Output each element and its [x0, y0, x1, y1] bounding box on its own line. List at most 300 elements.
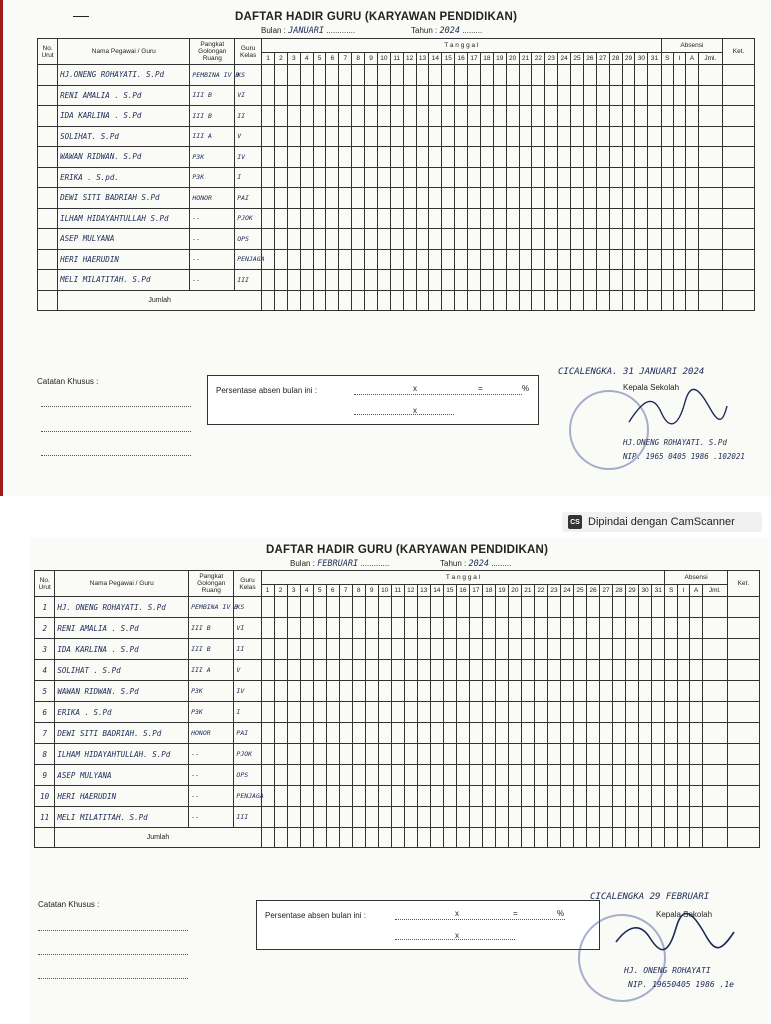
attendance-cell [622, 229, 635, 250]
percentage-box [207, 375, 539, 425]
attendance-cell [274, 126, 287, 147]
attendance-cell [326, 188, 339, 209]
date-header: 14 [429, 53, 442, 65]
total-cell [571, 290, 584, 310]
attendance-cell [480, 126, 493, 147]
attendance-cell [365, 639, 378, 660]
total-cell [390, 290, 403, 310]
attendance-cell [596, 167, 609, 188]
attendance-cell [443, 786, 456, 807]
attendance-cell [534, 702, 547, 723]
attendance-cell [495, 786, 508, 807]
attendance-cell [442, 85, 455, 106]
attendance-cell [287, 65, 300, 86]
absence-cell [723, 208, 755, 229]
attendance-cell [378, 660, 391, 681]
attendance-cell [313, 618, 326, 639]
attendance-cell [639, 639, 652, 660]
attendance-cell [287, 167, 300, 188]
absence-cell [677, 744, 689, 765]
date-header: 25 [571, 53, 584, 65]
attendance-cell [600, 744, 613, 765]
attendance-cell [482, 744, 495, 765]
absence-cell [698, 106, 723, 127]
attendance-cell [261, 597, 274, 618]
header-sick: S [661, 53, 673, 65]
attendance-cell [404, 807, 417, 828]
attendance-cell [417, 597, 430, 618]
attendance-cell [417, 639, 430, 660]
attendance-cell [287, 618, 300, 639]
attendance-cell [534, 681, 547, 702]
attendance-cell [456, 723, 469, 744]
attendance-cell [417, 660, 430, 681]
teacher-rank: -- [189, 807, 234, 828]
absence-cell [723, 126, 755, 147]
teacher-name: RENI AMALIA . S.Pd [58, 85, 190, 106]
attendance-cell [300, 147, 313, 168]
attendance-cell [313, 807, 326, 828]
attendance-cell [622, 167, 635, 188]
absence-cell [673, 126, 685, 147]
total-cell [547, 828, 560, 848]
attendance-cell [469, 702, 482, 723]
teacher-rank: -- [189, 765, 234, 786]
header-dates: T a n g g a l [261, 571, 665, 585]
absence-cell [677, 765, 689, 786]
attendance-cell [558, 65, 571, 86]
attendance-cell [532, 85, 545, 106]
total-cell [274, 828, 287, 848]
attendance-cell [482, 702, 495, 723]
attendance-cell [365, 167, 378, 188]
attendance-cell [339, 723, 352, 744]
attendance-cell [560, 681, 573, 702]
attendance-cell [261, 765, 274, 786]
attendance-cell [532, 249, 545, 270]
teacher-name: HJ. ONENG ROHAYATI. S.Pd [55, 597, 189, 618]
attendance-cell [469, 618, 482, 639]
attendance-cell [274, 106, 287, 127]
date-header: 30 [635, 53, 648, 65]
attendance-cell [391, 639, 404, 660]
row-number [38, 85, 58, 106]
attendance-cell [560, 744, 573, 765]
total-cell [469, 828, 482, 848]
attendance-cell [429, 126, 442, 147]
absence-cell [661, 65, 673, 86]
attendance-cell [495, 702, 508, 723]
attendance-cell [469, 597, 482, 618]
attendance-cell [609, 229, 622, 250]
attendance-cell [560, 660, 573, 681]
attendance-cell [573, 723, 586, 744]
attendance-cell [300, 723, 313, 744]
attendance-cell [596, 208, 609, 229]
attendance-cell [352, 65, 365, 86]
absence-cell [677, 807, 689, 828]
attendance-cell [635, 188, 648, 209]
notes-line [38, 954, 188, 955]
attendance-cell [391, 702, 404, 723]
absence-cell [698, 147, 723, 168]
attendance-cell [521, 597, 534, 618]
header-name: Nama Pegawai / Guru [58, 39, 190, 65]
attendance-cell [352, 786, 365, 807]
attendance-cell [583, 270, 596, 291]
attendance-cell [313, 188, 326, 209]
teacher-rank: -- [190, 208, 235, 229]
attendance-cell [609, 188, 622, 209]
teacher-name: ASEP MULYANA [58, 229, 190, 250]
attendance-cell [506, 208, 519, 229]
attendance-cell [443, 639, 456, 660]
absence-cell [702, 807, 727, 828]
attendance-cell [547, 702, 560, 723]
attendance-cell [545, 208, 558, 229]
attendance-cell [443, 807, 456, 828]
attendance-cell [443, 597, 456, 618]
attendance-cell [404, 618, 417, 639]
attendance-cell [403, 147, 416, 168]
attendance-cell [300, 765, 313, 786]
table-row [38, 249, 755, 270]
attendance-cell [416, 270, 429, 291]
attendance-cell [480, 229, 493, 250]
attendance-cell [352, 229, 365, 250]
attendance-cell [313, 660, 326, 681]
attendance-cell [532, 106, 545, 127]
total-cell [365, 828, 378, 848]
row-number: 11 [35, 807, 55, 828]
attendance-cell [403, 270, 416, 291]
attendance-cell [583, 126, 596, 147]
attendance-cell [609, 126, 622, 147]
attendance-cell [455, 270, 468, 291]
attendance-cell [622, 270, 635, 291]
date-header: 1 [262, 53, 275, 65]
attendance-cell [326, 765, 339, 786]
attendance-cell [391, 744, 404, 765]
attendance-cell [586, 786, 599, 807]
equals-sign: = [478, 384, 483, 393]
absence-cell [702, 660, 727, 681]
date-header: 13 [417, 585, 430, 597]
absence-cell [690, 618, 702, 639]
total-cell [455, 290, 468, 310]
absence-cell [690, 639, 702, 660]
attendance-cell [326, 744, 339, 765]
attendance-cell [313, 147, 326, 168]
attendance-cell [493, 167, 506, 188]
attendance-cell [404, 681, 417, 702]
attendance-cell [583, 188, 596, 209]
header-absent: A [690, 585, 702, 597]
attendance-cell [352, 681, 365, 702]
teacher-class: PENJAGA [235, 249, 262, 270]
row-number [38, 229, 58, 250]
row-number [38, 126, 58, 147]
attendance-cell [442, 270, 455, 291]
attendance-cell [378, 744, 391, 765]
teacher-name: WAWAN RIDWAN. S.Pd [55, 681, 189, 702]
attendance-cell [365, 126, 378, 147]
attendance-cell [365, 249, 378, 270]
attendance-cell [558, 229, 571, 250]
attendance-cell [648, 85, 661, 106]
header-class: Guru Kelas [235, 39, 262, 65]
teacher-class: OPS [235, 229, 262, 250]
attendance-cell [547, 723, 560, 744]
total-cell [416, 290, 429, 310]
date-header: 27 [600, 585, 613, 597]
absence-cell [661, 229, 673, 250]
header-absence: Absensi [665, 571, 727, 585]
attendance-cell [429, 65, 442, 86]
header-rank: Pangkat Golongan Ruang [190, 39, 235, 65]
absence-cell [677, 597, 689, 618]
attendance-cell [635, 106, 648, 127]
attendance-cell [635, 85, 648, 106]
attendance-cell [493, 147, 506, 168]
attendance-cell [274, 786, 287, 807]
attendance-cell [573, 597, 586, 618]
teacher-class: III [235, 270, 262, 291]
attendance-cell [326, 786, 339, 807]
attendance-cell [480, 147, 493, 168]
attendance-cell [508, 765, 521, 786]
attendance-cell [508, 723, 521, 744]
attendance-cell [613, 618, 626, 639]
attendance-cell [300, 744, 313, 765]
absence-cell [686, 270, 698, 291]
date-header: 11 [390, 53, 403, 65]
date-header: 20 [508, 585, 521, 597]
attendance-cell [339, 807, 352, 828]
attendance-cell [635, 270, 648, 291]
attendance-cell [404, 786, 417, 807]
attendance-cell [404, 639, 417, 660]
absence-cell [661, 147, 673, 168]
attendance-cell [596, 65, 609, 86]
absence-cell [677, 702, 689, 723]
total-cell [287, 290, 300, 310]
table-row [38, 270, 755, 291]
place-date: CICALENGKA. 31 JANUARI 2024 [558, 367, 705, 377]
date-header: 26 [583, 53, 596, 65]
absence-cell [723, 85, 755, 106]
date-header: 7 [339, 585, 352, 597]
month-label: Bulan : JANUARI ............. [261, 26, 356, 36]
attendance-cell [482, 597, 495, 618]
attendance-cell [326, 723, 339, 744]
attendance-cell [443, 744, 456, 765]
attendance-cell [532, 167, 545, 188]
attendance-cell [600, 723, 613, 744]
attendance-cell [391, 597, 404, 618]
attendance-cell [613, 660, 626, 681]
total-cell [482, 828, 495, 848]
absence-cell [702, 786, 727, 807]
attendance-cell [495, 597, 508, 618]
teacher-rank: III A [189, 660, 234, 681]
attendance-cell [495, 807, 508, 828]
date-header: 13 [416, 53, 429, 65]
attendance-cell [287, 786, 300, 807]
teacher-class: II [235, 106, 262, 127]
date-header: 7 [339, 53, 352, 65]
attendance-cell [648, 65, 661, 86]
total-cell [583, 290, 596, 310]
attendance-cell [545, 85, 558, 106]
attendance-cell [586, 660, 599, 681]
date-header: 18 [482, 585, 495, 597]
attendance-cell [378, 597, 391, 618]
absence-cell [665, 723, 677, 744]
attendance-cell [429, 229, 442, 250]
attendance-cell [365, 208, 378, 229]
attendance-cell [455, 208, 468, 229]
teacher-rank: P3K [190, 167, 235, 188]
row-number [38, 65, 58, 86]
attendance-cell [652, 660, 665, 681]
attendance-cell [403, 167, 416, 188]
date-header: 23 [547, 585, 560, 597]
attendance-cell [560, 786, 573, 807]
table-row [35, 639, 760, 660]
attendance-cell [495, 744, 508, 765]
attendance-cell [416, 229, 429, 250]
total-cell [262, 290, 275, 310]
date-header: 10 [378, 585, 391, 597]
absence-cell [723, 188, 755, 209]
row-number: 6 [35, 702, 55, 723]
attendance-cell [442, 106, 455, 127]
attendance-cell [560, 723, 573, 744]
attendance-cell [583, 147, 596, 168]
attendance-cell [560, 702, 573, 723]
absence-cell [727, 807, 759, 828]
attendance-cell [274, 147, 287, 168]
attendance-cell [274, 65, 287, 86]
absence-cell [686, 249, 698, 270]
attendance-cell [287, 660, 300, 681]
attendance-cell [545, 106, 558, 127]
attendance-cell [352, 270, 365, 291]
attendance-cell [326, 618, 339, 639]
attendance-cell [573, 639, 586, 660]
absence-cell [665, 786, 677, 807]
total-cell [300, 290, 313, 310]
attendance-cell [583, 65, 596, 86]
attendance-cell [635, 167, 648, 188]
attendance-cell [352, 807, 365, 828]
attendance-cell [378, 807, 391, 828]
total-cell [443, 828, 456, 848]
percent-sign: % [557, 909, 565, 918]
table-row [35, 765, 760, 786]
row-number: 3 [35, 639, 55, 660]
absence-cell [686, 106, 698, 127]
attendance-cell [416, 249, 429, 270]
percent-sign: % [522, 384, 530, 393]
attendance-cell [352, 723, 365, 744]
attendance-cell [495, 681, 508, 702]
attendance-cell [339, 106, 352, 127]
attendance-cell [534, 723, 547, 744]
total-cell [508, 828, 521, 848]
attendance-cell [365, 786, 378, 807]
attendance-cell [622, 208, 635, 229]
attendance-cell [416, 188, 429, 209]
absence-cell [727, 723, 759, 744]
attendance-cell [519, 208, 532, 229]
total-cell [698, 290, 723, 310]
attendance-cell [287, 765, 300, 786]
attendance-cell [468, 85, 481, 106]
attendance-cell [261, 702, 274, 723]
teacher-rank: -- [190, 249, 235, 270]
attendance-cell [493, 188, 506, 209]
attendance-cell [609, 106, 622, 127]
attendance-cell [287, 147, 300, 168]
teacher-class: VI [235, 85, 262, 106]
absence-cell [661, 126, 673, 147]
attendance-cell [287, 807, 300, 828]
teacher-rank: -- [189, 786, 234, 807]
principal-label: Kepala Sekolah [656, 910, 713, 919]
attendance-cell [403, 229, 416, 250]
attendance-cell [534, 807, 547, 828]
attendance-cell [468, 106, 481, 127]
attendance-cell [586, 618, 599, 639]
attendance-cell [416, 208, 429, 229]
table-row [38, 208, 755, 229]
attendance-cell [429, 167, 442, 188]
row-number: 1 [35, 597, 55, 618]
attendance-cell [468, 188, 481, 209]
place-date: CICALENGKA 29 FEBRUARI [590, 892, 710, 902]
attendance-cell [639, 807, 652, 828]
attendance-cell [352, 208, 365, 229]
table-row [38, 126, 755, 147]
attendance-cell [365, 597, 378, 618]
attendance-cell [416, 126, 429, 147]
attendance-cell [390, 85, 403, 106]
attendance-cell [274, 249, 287, 270]
absence-cell [673, 249, 685, 270]
teacher-rank: -- [190, 270, 235, 291]
attendance-cell [506, 147, 519, 168]
absence-cell [677, 618, 689, 639]
absence-cell [698, 208, 723, 229]
attendance-cell [519, 106, 532, 127]
attendance-cell [469, 723, 482, 744]
teacher-rank: PEMBINA IV B [189, 597, 234, 618]
attendance-cell [571, 65, 584, 86]
attendance-cell [442, 65, 455, 86]
attendance-cell [326, 126, 339, 147]
attendance-cell [622, 85, 635, 106]
attendance-cell [571, 229, 584, 250]
attendance-cell [287, 249, 300, 270]
attendance-cell [648, 147, 661, 168]
attendance-cell [274, 229, 287, 250]
total-cell [609, 290, 622, 310]
attendance-cell [571, 249, 584, 270]
attendance-cell [287, 229, 300, 250]
attendance-cell [262, 85, 275, 106]
